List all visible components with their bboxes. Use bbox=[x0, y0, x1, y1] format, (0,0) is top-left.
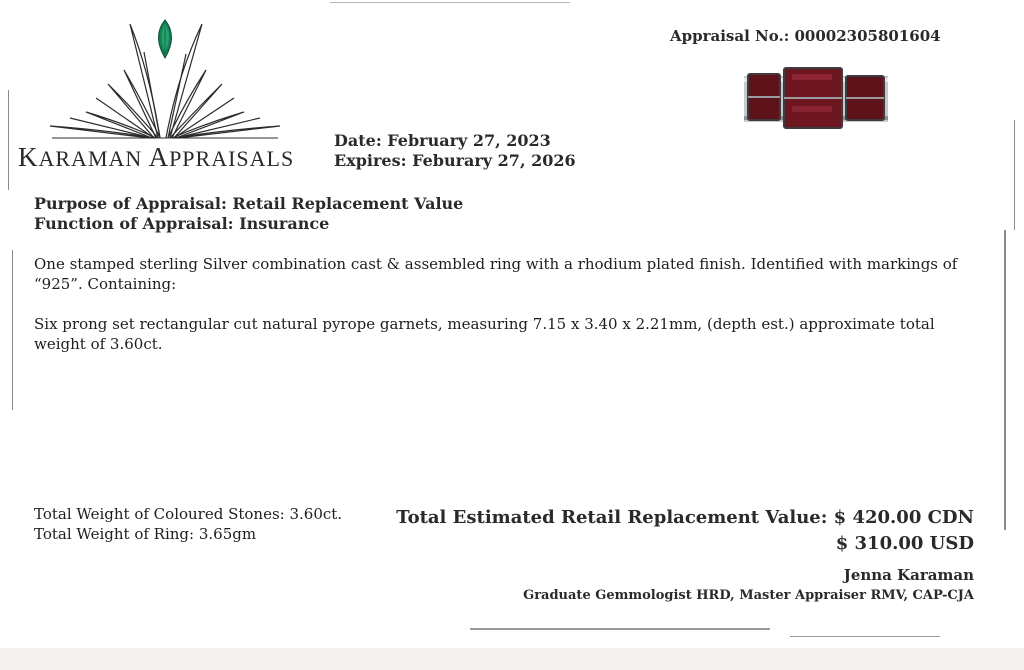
scan-bottom-band bbox=[0, 648, 1024, 670]
replacement-value bbox=[396, 505, 974, 557]
appraiser-credentials: Graduate Gemmologist HRD, Master Appraiser RMV, CAP-CJA bbox=[523, 588, 974, 603]
item-description bbox=[34, 254, 984, 374]
date-line: Date: February 27, 2023 bbox=[334, 131, 551, 150]
appraisal-number: Appraisal No.: 00002305801604 bbox=[670, 27, 941, 45]
ring-weight: Total Weight of Ring: 3.65gm bbox=[34, 525, 257, 543]
company-name: KARAMAN APPRAISALS bbox=[18, 142, 295, 172]
description-paragraph: Six prong set rectangular cut natural pyrope garnets, measuring 7.15 x 3.40 x 2.21mm, (depth est.) approximate total weight of 3.60ct. bbox=[34, 315, 935, 353]
expires-line: Expires: Feburary 27, 2026 bbox=[334, 151, 576, 170]
scan-edge-bottom-2 bbox=[790, 636, 940, 637]
appraisal-purpose bbox=[34, 194, 463, 234]
function-line: Function of Appraisal: Insurance bbox=[34, 214, 330, 233]
stones-weight: Total Weight of Coloured Stones: 3.60ct. bbox=[34, 505, 343, 523]
lotus-leaves-emerald-logo bbox=[46, 14, 286, 142]
weights-block bbox=[34, 504, 342, 544]
scan-edge-left-1 bbox=[8, 90, 9, 190]
scan-edge-right-1 bbox=[1004, 230, 1006, 530]
scan-edge-left-2 bbox=[12, 250, 13, 410]
company-logo bbox=[18, 14, 318, 172]
appraiser-name: Jenna Karaman bbox=[843, 566, 974, 584]
scan-edge-top bbox=[330, 2, 570, 3]
value-cdn: Total Estimated Retail Replacement Value: $ 420.00 CDN bbox=[396, 507, 974, 528]
appraiser-signature bbox=[523, 565, 974, 607]
description-paragraph: One stamped sterling Silver combination cast & assembled ring with a rhodium plated finish. Identified with markings of “925”. Containing: bbox=[34, 255, 958, 293]
appraisal-dates bbox=[334, 131, 576, 171]
garnet-ring-photo bbox=[742, 62, 890, 134]
value-usd: $ 310.00 USD bbox=[835, 533, 974, 554]
scan-edge-bottom-1 bbox=[470, 628, 770, 630]
purpose-line: Purpose of Appraisal: Retail Replacement Value bbox=[34, 194, 464, 213]
scan-edge-right-2 bbox=[1014, 120, 1015, 230]
